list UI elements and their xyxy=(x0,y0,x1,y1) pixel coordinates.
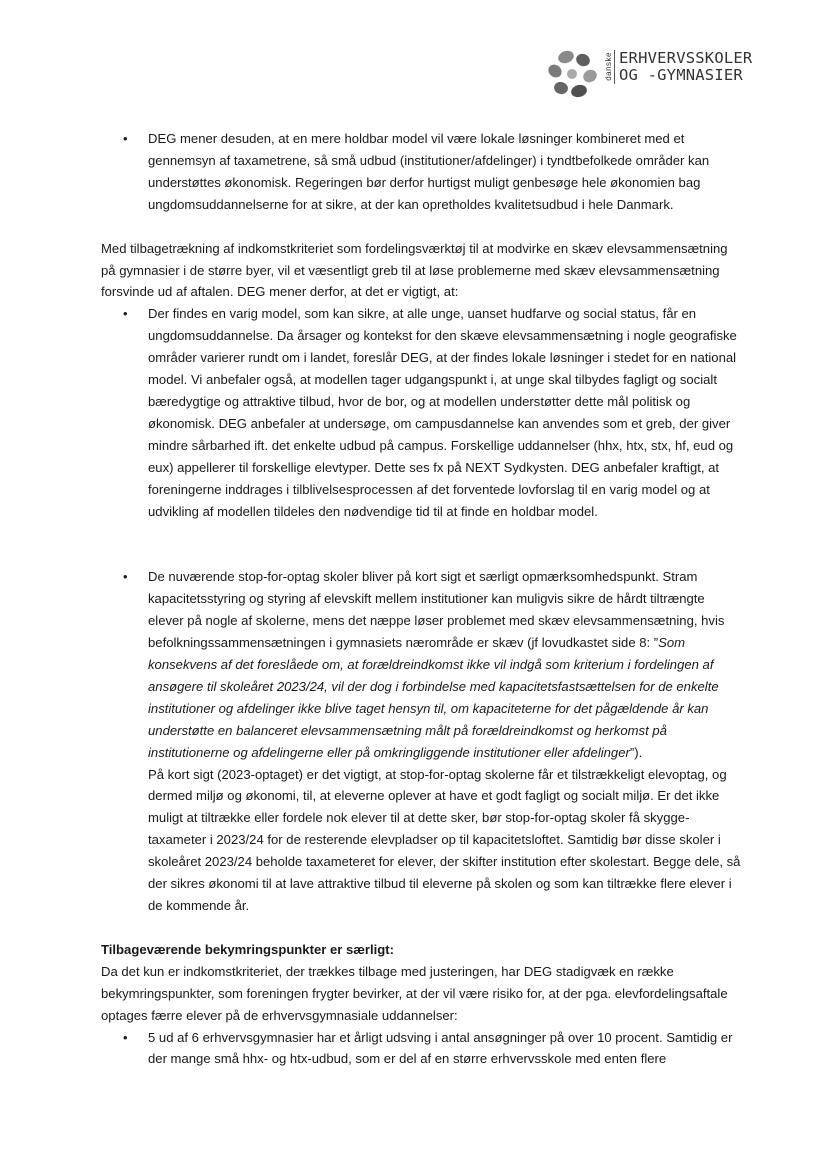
bullet-list-model xyxy=(101,303,741,522)
stop-text: De nuværende stop-for-optag skoler bliver på kort sigt et særligt opmærksomhedspunkt. Stram kapacitetsstyring og styring af elevskift mellem institutioner kan muligvis sikre de hårdt tiltrængte elever på nogle af skolerne, mens det næppe løser problemet med skæv elevsammensætning, hvis befolkningssammensætningen i gymnasiets nærområde er skæv (jf lovudkastet side 8: ” xyxy=(148,569,725,651)
logo-line-1: ERHVERVSSKOLER xyxy=(619,49,753,67)
document-body xyxy=(101,128,741,1070)
bullet-list-concerns xyxy=(101,1027,741,1071)
bullet-list-intro xyxy=(101,128,741,216)
paragraph-concerns: Da det kun er indkomstkriteriet, der trækkes tilbage med justeringen, har DEG stadigvæk en række bekymringspunkter, som foreningen frygter bevirker, at der vil være risiko for, at der pga. elevfordelingsaftale optages færre elever på de erhvervsgymnasiale uddannelser: xyxy=(101,963,728,1023)
logo-small-text: danske xyxy=(604,52,613,81)
section-heading: Tilbageværende bekymringspunkter er særligt: xyxy=(101,941,394,957)
logo xyxy=(544,46,754,106)
stop-text-end: ”). xyxy=(629,744,643,760)
logo-mark-icon xyxy=(544,46,604,102)
bullet-list-stop xyxy=(101,566,741,917)
paragraph-intro: Med tilbagetrækning af indkomstkriteriet som fordelingsværktøj til at modvirke en skæv elevsammensætning på gymnasier i de større byer, vil et væsentligt greb til at løse problemerne med skæv elevsammensætning forsvinde ud af aftalen. DEG mener derfor, at det er vigtigt, at: xyxy=(101,240,728,300)
stop-paragraph-2: På kort sigt (2023-optaget) er det vigtigt, at stop-for-optag skolerne får et tilstrækkeligt elevoptag, og dermed miljø og økonomi, til, at eleverne oplever at have et godt fagligt og socialt miljø. Er det ikke muligt at tiltrække eller fordele nok elever til at dette sker, bør stop-for-optag skoler få skygge-taxameter i 2023/24 for de resterende elevpladser op til kapacitetsloftet. Samtidig bør disse skoler i skoleåret 2023/24 beholde taxameteret for elever, der skifter institution efter skolestart. Begge dele, så der sikres økonomi til at lave attraktive tilbud til eleverne på skolen og som kan tiltrække flere elever i de kommende år. xyxy=(148,766,741,913)
list-item: • 5 ud af 6 erhvervsgymnasier har et årligt udsving i antal ansøgninger på over 10 procent. Samtidig er der mange små hhx- og htx-udbud, som er del af en større erhvervsskole med enten flere xyxy=(101,1027,741,1071)
list-item: • Der findes en varig model, som kan sikre, at alle unge, uanset hudfarve og social status, får en ungdomsuddannelse. Da årsager og kontekst for den skæve elevsammensætning i nogle geografiske områder varierer rundt om i landet, foreslår DEG, at der findes lokale løsninger i stedet for en national model. Vi anbefaler også, at modellen tager udgangspunkt i, at unge skal tilbydes fagligt og socialt bæredygtige og attraktive tilbud, hvor de bor, og at modellen understøtter dette mål politisk og økonomisk. DEG anbefaler at undersøge, om campusdannelse kan anvendes som et greb, der giver mindre sårbarhed ift. det enkelte udbud på campus. Forskellige uddannelser (hhx, htx, stx, hf, eud og eux) appellerer til forskellige elevtyper. Dette ses fx på NEXT Sydkysten. DEG anbefaler kraftigt, at foreningerne inddrages i tilblivelsesprocessen af det forventede lovforslag til en varig model og at udvikling af modellen tildeles den nødvendige tid til at finde en holdbar model. xyxy=(101,303,741,522)
law-quote: Som konsekvens af det foreslåede om, at forældreindkomst ikke vil indgå som kriterium i fordelingen af ansøgere til skoleåret 2023/24, vil der dog i forbindelse med kapacitetsfastsættelsen for de enkelte institutioner og afdelinger ikke blive taget hensyn til, om kapaciteterne for det pågældende år kan understøtte en balanceret elevsammensætning målt på forældreindkomst og herkomst på institutionerne og afdelingerne eller på omkringliggende institutioner eller afdelinger xyxy=(148,635,719,760)
list-item xyxy=(101,566,741,917)
logo-wordmark xyxy=(614,50,752,84)
list-item: • DEG mener desuden, at en mere holdbar model vil være lokale løsninger kombineret med et gennemsyn af taxametrene, så små udbud (institutioner/afdelinger) i tyndtbefolkede områder kan understøttes økonomisk. Regeringen bør derfor hurtigst muligt genbesøge hele økonomien bag ungdomsuddannelserne for at sikre, at der kan opretholdes kvalitetsudbud i hele Danmark. xyxy=(101,128,741,216)
logo-line-2: OG -GYMNASIER xyxy=(619,66,743,84)
